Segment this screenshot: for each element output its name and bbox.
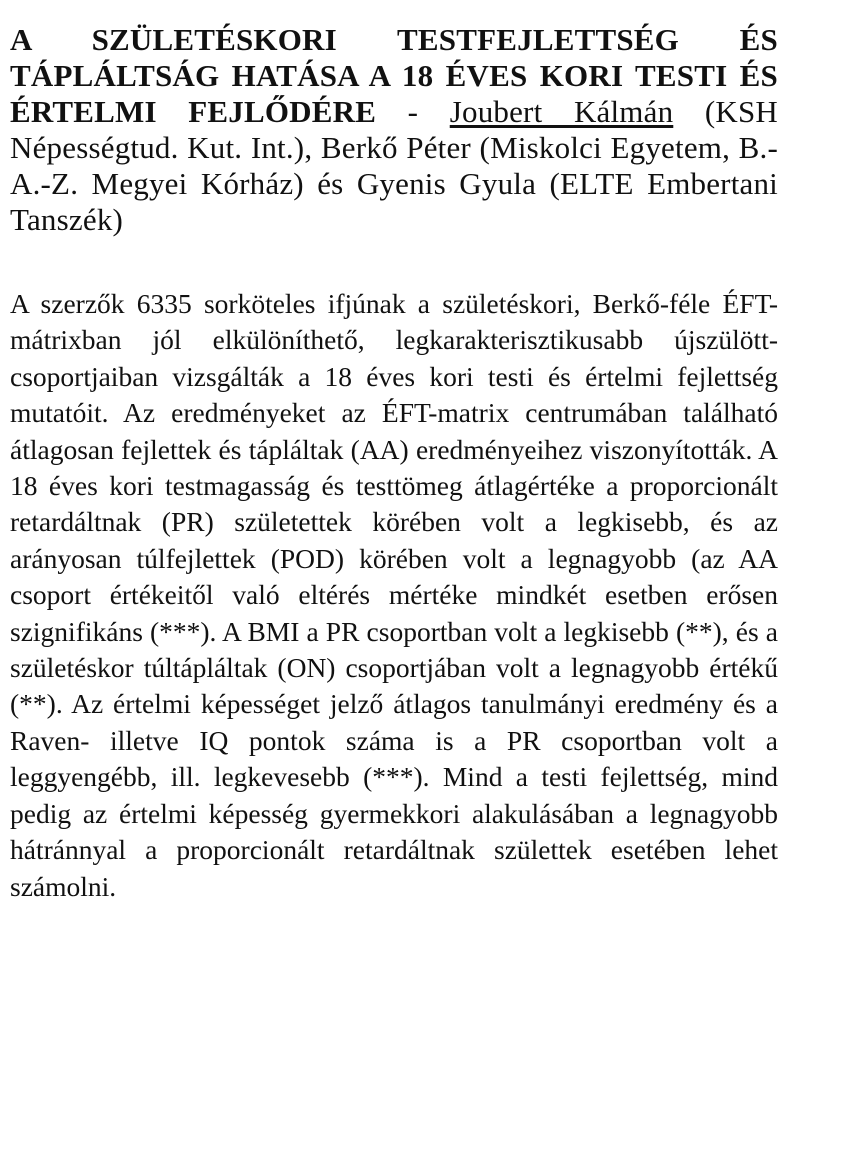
article-header bbox=[10, 22, 778, 238]
document-page bbox=[10, 0, 778, 905]
abstract-body bbox=[10, 286, 778, 905]
author-affiliations: (KSH Népességtud. Kut. Int.), Berkő Péter (Miskolci Egyetem, B.-A.-Z. Megyei Kórház) és Gyenis Gyula (ELTE Embertani Tanszék) bbox=[10, 94, 778, 237]
first-author: Joubert Kálmán bbox=[449, 94, 674, 129]
title-separator: - bbox=[376, 94, 450, 129]
article-title: A SZÜLETÉSKORI TESTFEJLETTSÉG ÉS TÁPLÁLTSÁG HATÁSA A 18 ÉVES KORI TESTI ÉS ÉRTELMI FEJLŐDÉRE bbox=[10, 22, 778, 129]
abstract-paragraph: A szerzők 6335 sorköteles ifjúnak a születéskori, Berkő-féle ÉFT-mátrixban jól elkülöníthető, legkarakterisztikusabb újszülött-csoportjaiban vizsgálták a 18 éves kori testi és értelmi fejlettség mutatóit. Az eredményeket az ÉFT-matrix centrumában található átlagosan fejlettek és tápláltak (AA) eredményeihez viszonyították. A 18 éves kori testmagasság és testtömeg átlagértéke a proporcionált retardáltnak (PR) születettek körében volt a legkisebb, és az arányosan túlfejlettek (POD) körében volt a legnagyobb (az AA csoport értékeitől való eltérés mértéke mindkét esetben erősen szignifikáns (***). A BMI a PR csoportban volt a legkisebb (**), és a születéskor túltápláltak (ON) csoportjában volt a legnagyobb értékű (**). Az értelmi képességet jelző átlagos tanulmányi eredmény és a Raven- illetve IQ pontok száma is a PR csoportban volt a leggyengébb, ill. legkevesebb (***). Mind a testi fejlettség, mind pedig az értelmi képesség gyermekkori alakulásában a legnagyobb hátránnyal a proporcionált retardáltnak születtek esetében lehet számolni. bbox=[10, 288, 778, 902]
